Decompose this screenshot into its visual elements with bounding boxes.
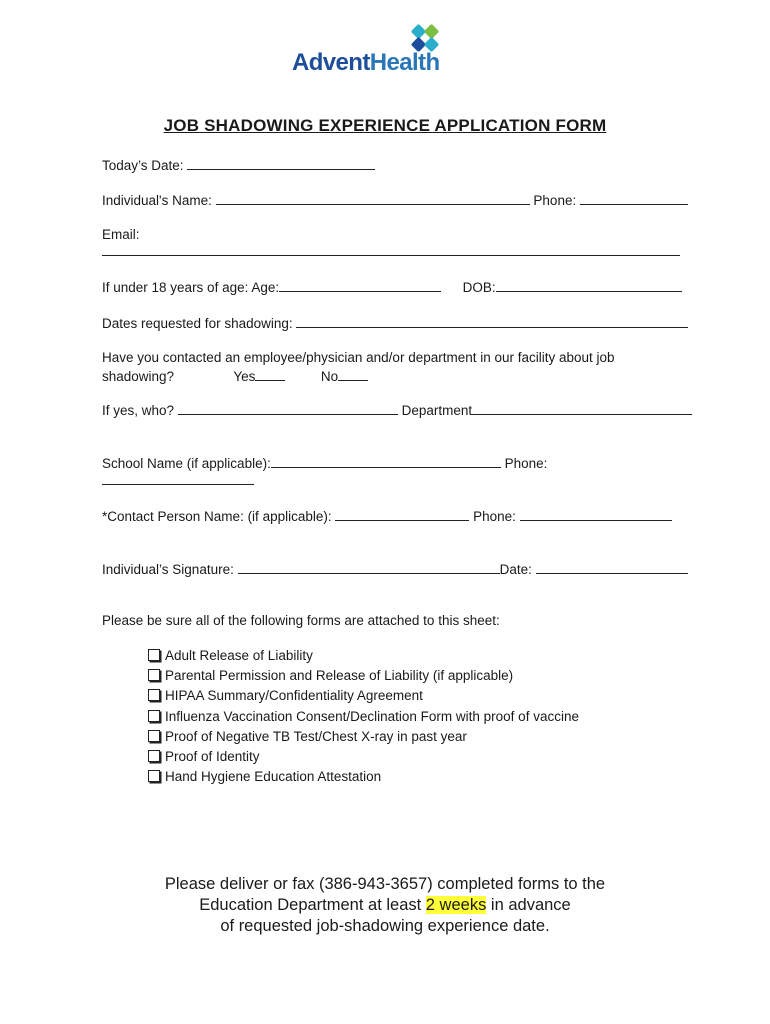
no-field[interactable]	[338, 367, 368, 381]
dob-label: DOB:	[462, 280, 496, 295]
contact-phone-label: Phone:	[473, 509, 516, 524]
email-label: Email:	[102, 227, 140, 242]
list-item	[148, 747, 579, 767]
logo-text-advent: Advent	[292, 49, 370, 76]
footer-line-1: Please deliver or fax (386-943-3657) completed forms to the	[164, 875, 606, 893]
signature-row	[102, 560, 688, 579]
checklist-label: Hand Hygiene Education Attestation	[165, 769, 382, 785]
checkbox[interactable]	[148, 669, 160, 681]
yes-field[interactable]	[255, 367, 285, 381]
name-label: Individual's Name:	[102, 193, 212, 208]
dates-label: Dates requested for shadowing:	[102, 316, 293, 331]
checkbox[interactable]	[148, 649, 160, 661]
footer-line-2-end: in advance	[486, 896, 571, 914]
logo-text-health: Health	[369, 49, 440, 76]
todays-date-field[interactable]	[187, 156, 375, 170]
footer-line-3: of requested job-shadowing experience date.	[220, 917, 550, 935]
list-item	[148, 666, 579, 686]
footer-line-2-start: Education Department at least	[199, 896, 426, 914]
department-field[interactable]	[472, 401, 692, 415]
name-field[interactable]	[216, 191, 530, 205]
checkbox[interactable]	[148, 770, 160, 782]
ifyes-field[interactable]	[178, 401, 398, 415]
list-item	[148, 707, 579, 727]
dates-row	[102, 314, 688, 333]
checkbox[interactable]	[148, 689, 160, 701]
contact-row	[102, 507, 672, 526]
contact-label: *Contact Person Name: (if applicable):	[102, 509, 332, 524]
name-row	[102, 191, 688, 210]
checklist-label: Influenza Vaccination Consent/Declination Form with proof of vaccine	[165, 708, 579, 724]
school-field[interactable]	[271, 454, 501, 468]
list-item	[148, 646, 579, 666]
under18-row	[102, 278, 682, 297]
checklist-label: Proof of Negative TB Test/Chest X-ray in past year	[165, 728, 467, 744]
list-item	[148, 727, 579, 747]
no-label: No	[320, 369, 339, 384]
school-phone-field[interactable]	[102, 471, 254, 485]
attach-instructions: Please be sure all of the following forms are attached to this sheet:	[102, 613, 500, 628]
highlighted-deadline: 2 weeks	[425, 896, 487, 914]
delivery-instructions	[0, 874, 770, 937]
email-field[interactable]	[102, 242, 680, 256]
school-phone-row	[102, 471, 254, 490]
adventhealth-logo	[292, 22, 482, 78]
todays-date-row	[102, 156, 375, 175]
dates-field[interactable]	[296, 314, 688, 328]
checklist-label: HIPAA Summary/Confidentiality Agreement	[165, 688, 423, 704]
contacted-question-line2: shadowing?	[102, 369, 175, 384]
ifyes-row	[102, 401, 692, 420]
phone-field[interactable]	[580, 191, 688, 205]
signature-field[interactable]	[238, 560, 500, 574]
dob-field[interactable]	[496, 278, 682, 292]
signature-date-label: Date:	[499, 562, 532, 577]
age-field[interactable]	[279, 278, 441, 292]
checkbox[interactable]	[148, 750, 160, 762]
contact-phone-field[interactable]	[520, 507, 672, 521]
attachments-checklist	[148, 646, 579, 787]
school-phone-label: Phone:	[504, 456, 548, 471]
school-label: School Name (if applicable):	[102, 456, 271, 471]
email-field-row	[102, 242, 680, 261]
form-title: JOB SHADOWING EXPERIENCE APPLICATION FORM	[163, 116, 607, 135]
phone-label: Phone:	[533, 193, 577, 208]
signature-label: Individual’s Signature:	[102, 562, 234, 577]
checklist-label: Adult Release of Liability	[165, 648, 313, 663]
checkbox[interactable]	[148, 730, 160, 742]
ifyes-label: If yes, who?	[102, 403, 175, 418]
todays-date-label: Today’s Date:	[102, 158, 184, 173]
contact-field[interactable]	[335, 507, 469, 521]
contacted-question-line1: Have you contacted an employee/physician and/or department in our facility about job	[102, 350, 615, 365]
contacted-answer-row	[102, 367, 368, 386]
checkbox[interactable]	[148, 710, 160, 722]
department-label: Department	[401, 403, 473, 418]
logo-wordmark	[292, 49, 440, 77]
footer-line-2	[0, 895, 770, 916]
signature-date-field[interactable]	[536, 560, 688, 574]
contacted-question	[102, 349, 615, 367]
list-item	[148, 686, 579, 706]
checklist-label: Parental Permission and Release of Liability (if applicable)	[165, 668, 514, 684]
checklist-label: Proof of Identity	[165, 749, 260, 765]
list-item	[148, 767, 579, 787]
yes-label: Yes	[233, 369, 256, 384]
under18-label: If under 18 years of age: Age:	[102, 280, 280, 295]
logo-mark-icon	[411, 22, 441, 52]
